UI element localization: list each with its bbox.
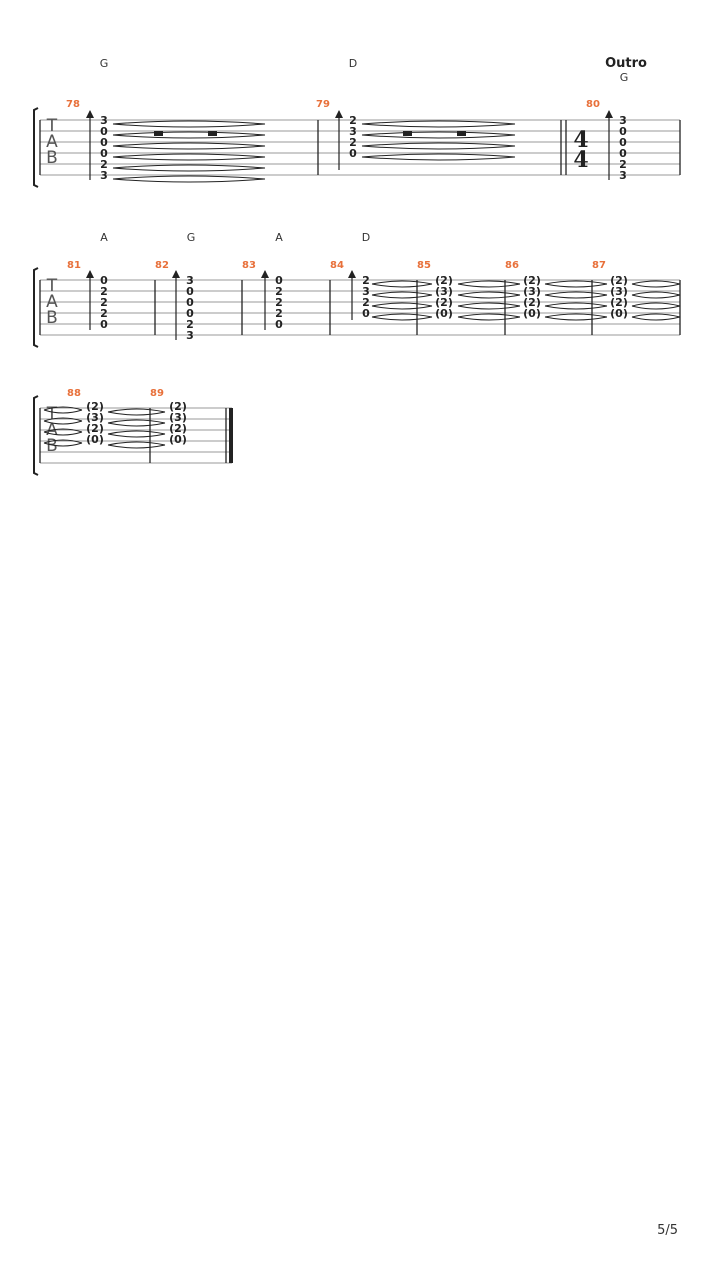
fret-number: (2): [169, 400, 187, 413]
tie-arc: [113, 135, 265, 138]
fret-number: (2): [86, 422, 104, 435]
tie-arc: [362, 124, 515, 127]
tie-arc: [372, 281, 432, 284]
tie-arc: [545, 303, 607, 306]
tie-arc: [108, 442, 165, 445]
tie-arc: [113, 146, 265, 149]
tie-arc: [362, 157, 515, 160]
fret-number: 3: [100, 169, 108, 182]
tie-arc: [545, 284, 607, 287]
fret-number: 2: [349, 114, 357, 127]
fret-number: 2: [275, 307, 283, 320]
chord-symbol: A: [275, 231, 283, 244]
rest-mark: [154, 131, 163, 136]
tie-arc: [108, 434, 165, 437]
fret-number: 3: [186, 274, 194, 287]
tie-arc: [458, 303, 520, 306]
measure-number: 86: [505, 260, 519, 271]
tie-arc: [113, 121, 265, 124]
fret-number: 0: [619, 147, 627, 160]
strum-up-arrow: [172, 270, 180, 278]
tie-arc: [113, 154, 265, 157]
fret-number: (0): [610, 307, 628, 320]
measure-number: 87: [592, 260, 606, 271]
measure-number: 84: [330, 260, 344, 271]
strum-up-arrow: [348, 270, 356, 278]
tie-arc: [458, 295, 520, 298]
fret-number: 2: [349, 136, 357, 149]
measure-number: 83: [242, 260, 256, 271]
tie-arc: [458, 306, 520, 309]
tab-clef-letter: B: [46, 148, 58, 168]
tie-arc: [632, 281, 680, 284]
measure-number: 78: [66, 99, 80, 110]
tie-arc: [113, 143, 265, 146]
fret-number: 2: [275, 296, 283, 309]
fret-number: (0): [435, 307, 453, 320]
fret-number: 0: [362, 307, 370, 320]
fret-number: (3): [610, 285, 628, 298]
tie-arc: [632, 295, 680, 298]
fret-number: 0: [100, 318, 108, 331]
fret-number: (2): [523, 296, 541, 309]
tie-arc: [632, 317, 680, 320]
tie-arc: [372, 284, 432, 287]
tie-arc: [632, 292, 680, 295]
tie-arc: [108, 409, 165, 412]
tie-arc: [545, 306, 607, 309]
tab-clef-letter: T: [46, 116, 58, 136]
fret-number: (0): [86, 433, 104, 446]
tie-arc: [632, 306, 680, 309]
chord-symbol: G: [619, 71, 629, 84]
tie-arc: [113, 179, 265, 182]
fret-number: (2): [86, 400, 104, 413]
fret-number: (2): [610, 274, 628, 287]
fret-number: 0: [275, 274, 283, 287]
tie-arc: [362, 146, 515, 149]
tie-arc: [108, 431, 165, 434]
fret-number: (2): [169, 422, 187, 435]
tie-arc: [372, 292, 432, 295]
tie-arc: [362, 132, 515, 135]
fret-number: 0: [100, 274, 108, 287]
fret-number: 0: [186, 307, 194, 320]
chord-symbol: A: [100, 231, 108, 244]
tie-arc: [362, 143, 515, 146]
measure-number: 79: [316, 99, 330, 110]
tie-arc: [108, 420, 165, 423]
fret-number: 0: [619, 125, 627, 138]
fret-number: (3): [86, 411, 104, 424]
fret-number: 2: [186, 318, 194, 331]
strum-up-arrow: [335, 110, 343, 118]
rest-mark: [457, 131, 466, 136]
tie-arc: [113, 132, 265, 135]
tie-arc: [545, 295, 607, 298]
tie-arc: [108, 412, 165, 415]
tie-arc: [458, 292, 520, 295]
tie-arc: [108, 423, 165, 426]
tie-arc: [362, 121, 515, 124]
fret-number: 2: [100, 158, 108, 171]
tie-arc: [458, 281, 520, 284]
tie-arc: [372, 317, 432, 320]
tab-clef-letter: A: [46, 132, 58, 152]
fret-number: 3: [186, 329, 194, 342]
tie-arc: [632, 284, 680, 287]
fret-number: 2: [100, 285, 108, 298]
fret-number: 3: [349, 125, 357, 138]
fret-number: (3): [435, 285, 453, 298]
fret-number: (2): [610, 296, 628, 309]
tab-clef-letter: T: [46, 404, 58, 424]
tie-arc: [545, 281, 607, 284]
fret-number: (3): [169, 411, 187, 424]
time-signature-top: 4: [573, 127, 589, 153]
fret-number: 3: [100, 114, 108, 127]
fret-number: 0: [349, 147, 357, 160]
system-bracket: [34, 268, 38, 347]
fret-number: 0: [100, 147, 108, 160]
chord-symbol: G: [99, 57, 109, 70]
fret-number: 3: [362, 285, 370, 298]
fret-number: 0: [275, 318, 283, 331]
section-label: Outro: [605, 56, 647, 71]
tab-clef-letter: B: [46, 436, 58, 456]
fret-number: 0: [100, 136, 108, 149]
tie-arc: [458, 317, 520, 320]
tie-arc: [372, 306, 432, 309]
tab-clef-letter: A: [46, 292, 58, 312]
rest-mark: [208, 131, 217, 136]
fret-number: 2: [619, 158, 627, 171]
tie-arc: [362, 135, 515, 138]
fret-number: 2: [275, 285, 283, 298]
fret-number: 3: [619, 169, 627, 182]
tie-arc: [113, 168, 265, 171]
measure-number: 85: [417, 260, 431, 271]
fret-number: (2): [435, 296, 453, 309]
rest-mark: [403, 131, 412, 136]
fret-number: 0: [186, 296, 194, 309]
tie-arc: [458, 314, 520, 317]
fret-number: 0: [619, 136, 627, 149]
fret-number: (3): [523, 285, 541, 298]
tab-clef-letter: A: [46, 420, 58, 440]
chord-symbol: G: [186, 231, 196, 244]
tie-arc: [545, 292, 607, 295]
tie-arc: [113, 165, 265, 168]
fret-number: (2): [435, 274, 453, 287]
system-bracket: [34, 108, 38, 187]
tie-arc: [545, 317, 607, 320]
tie-arc: [372, 295, 432, 298]
fret-number: 2: [362, 296, 370, 309]
tie-arc: [632, 303, 680, 306]
tab-clef-letter: T: [46, 276, 58, 296]
tie-arc: [372, 314, 432, 317]
chord-symbol: D: [361, 231, 371, 244]
strum-up-arrow: [86, 270, 94, 278]
tie-arc: [458, 284, 520, 287]
tie-arc: [545, 314, 607, 317]
tab-clef-letter: B: [46, 308, 58, 328]
fret-number: 3: [619, 114, 627, 127]
page-number: 5/5: [657, 1223, 678, 1238]
tie-arc: [113, 157, 265, 160]
strum-up-arrow: [261, 270, 269, 278]
fret-number: (0): [169, 433, 187, 446]
measure-number: 81: [67, 260, 81, 271]
fret-number: 2: [362, 274, 370, 287]
fret-number: 0: [100, 125, 108, 138]
measure-number: 88: [67, 388, 81, 399]
time-signature-bottom: 4: [573, 147, 589, 173]
measure-number: 82: [155, 260, 169, 271]
tie-arc: [113, 176, 265, 179]
fret-number: 0: [186, 285, 194, 298]
strum-up-arrow: [605, 110, 613, 118]
fret-number: (2): [523, 274, 541, 287]
measure-number: 80: [586, 99, 600, 110]
final-barline-thick: [229, 408, 233, 463]
fret-number: (0): [523, 307, 541, 320]
system-bracket: [34, 396, 38, 475]
tie-arc: [632, 314, 680, 317]
measure-number: 89: [150, 388, 164, 399]
tie-arc: [362, 154, 515, 157]
fret-number: 2: [100, 296, 108, 309]
tie-arc: [113, 124, 265, 127]
fret-number: 2: [100, 307, 108, 320]
tie-arc: [372, 303, 432, 306]
strum-up-arrow: [86, 110, 94, 118]
tie-arc: [108, 445, 165, 448]
chord-symbol: D: [348, 57, 358, 70]
